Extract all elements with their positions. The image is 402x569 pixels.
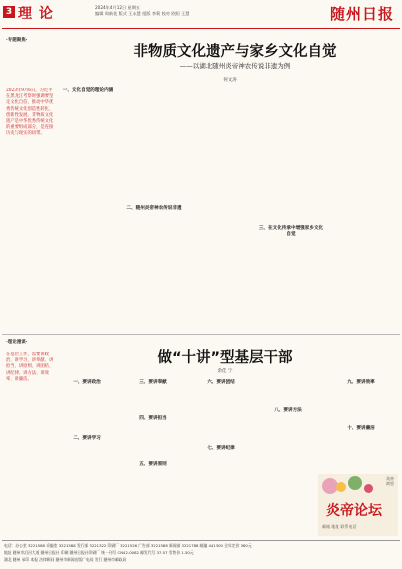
section-heading: 九、要讲效率 [347,380,375,385]
section-heading: 三、要讲奉献 [139,380,167,385]
column-tag: ·理论漫谈· [6,340,28,345]
article-byline: 何文涛 [223,78,237,83]
article-title: 做“十讲”型基层干部 [157,350,293,366]
section-heading: 五、要讲原则 [139,462,167,468]
header-date: 2024年4月12日 星期五 [95,5,141,10]
article-column-5 [324,378,398,472]
header-meta [95,5,189,17]
flower-decoration [336,482,346,492]
promo-title: 炎帝论坛 [326,503,382,519]
section-heading: 一、文化自觉的理论内涵 [62,88,114,93]
page-header [0,0,402,30]
article-column-2 [122,378,184,538]
header-rule [2,28,400,29]
leaf-decoration [348,476,362,490]
footer-rule [2,540,400,541]
pull-quote: 2023年9月6日，习近平在黑龙江考察时强调要坚定文化自信，推动中华优秀传统文化创造性转化、创新性发展。非物质文化遗产是中华优秀传统文化的重要组成部分，是连接历史与现实的纽带。 [6,88,54,137]
article-column-3 [190,378,252,538]
article-subtitle: ——以湖北随州炎帝神农传说非遗为例 [179,62,291,70]
page-number: 3 [3,6,15,18]
article-column-2 [124,86,184,328]
section-heading: 二、随州炎帝神农传说非遗 [126,206,182,211]
footer-line: 地址 随州市沿河大道 随州日报社 印刷 随州日报社印刷厂 统一刊号 CN42-0082 邮发代号 37-57 零售价 1.50元 [4,550,194,555]
article-column-4 [258,378,318,538]
section-title: 理 论 [18,6,54,22]
promo-side-text: 炎帝故里 [386,476,394,486]
section-heading: 三、在文化传承中增强家乡文化自觉 [258,226,324,238]
section-heading: 七、要讲纪律 [207,446,235,452]
article-column-3 [190,86,252,328]
section-heading: 二、要讲学习 [73,436,101,442]
article-column-4 [258,86,324,328]
article-column-1 [58,86,118,328]
pull-quote: 在基层工作，需要讲政治、讲学习、讲奉献、讲担当、讲原则、讲团结、讲纪律、讲方法、讲效率、讲廉洁。 [6,352,54,382]
column-tag: ·专题聚焦· [6,38,28,43]
section-heading: 四、要讲担当 [139,416,167,422]
header-editors: 编辑 周新花 版式 王永慧 组版 李莉 校对 欧阳 王慧 [95,11,190,16]
section-heading: 八、要讲方法 [274,408,302,413]
article-column-5 [330,86,398,328]
section-heading: 六、要讲团结 [207,380,235,385]
flower-decoration [364,484,373,493]
footer-line: 电话：办公室 3221588 采编室 3221588 发行部 3221322 印刷厂 3221526 广告部 3221588 新闻部 3221788 邮编 441300 全年定价 360元 [4,543,252,548]
footer-line: 湖北 随州 承印 本报 法律顾问 随州市新闻出版广电局 发行 随州市邮政局 [4,557,127,562]
article-divider [2,334,400,335]
promo-contact: 邮箱 地址 联系电话 [322,524,357,529]
forum-promo [318,474,398,536]
section-heading: 一、要讲政治 [73,380,101,385]
section-heading: 十、要讲廉洁 [347,426,375,432]
article-title: 非物质文化遗产与家乡文化自觉 [133,44,337,60]
article-byline: 余佳 宁 [217,369,233,374]
article-column-1 [58,378,116,538]
masthead-logo: 随州日报 [329,5,394,23]
